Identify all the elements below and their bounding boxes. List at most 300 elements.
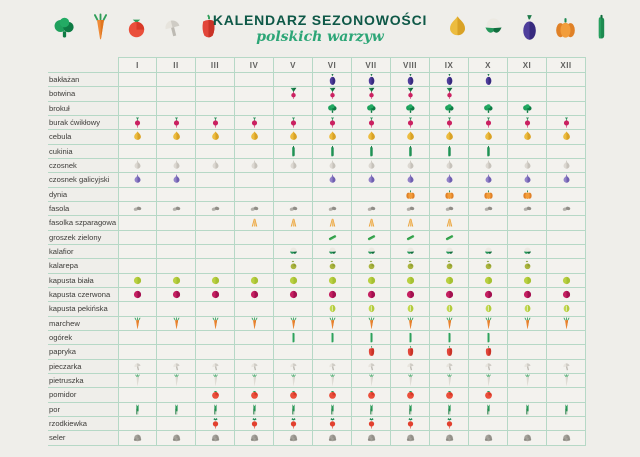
calendar-cell — [547, 231, 586, 245]
calendar-cell — [118, 388, 157, 402]
red-cabbage-icon — [444, 288, 455, 301]
mushroom-icon — [522, 360, 533, 373]
month-header-VII: VII — [352, 57, 391, 73]
calendar-cell — [157, 130, 196, 144]
eggplant-icon — [327, 73, 338, 86]
calendar-cell — [196, 245, 235, 259]
onion-icon — [561, 130, 572, 143]
calendar-cell — [391, 202, 430, 216]
calendar-cell — [469, 302, 508, 316]
broccoli-icon — [444, 102, 455, 115]
pepper-icon — [366, 345, 377, 358]
row-label: kalafior — [48, 245, 118, 259]
calendar-cell — [118, 317, 157, 331]
calendar-cell — [235, 202, 274, 216]
white-cabbage-icon — [132, 274, 143, 287]
calendar-cell — [469, 202, 508, 216]
calendar-cell — [313, 274, 352, 288]
leek-icon — [405, 403, 416, 416]
calendar-cell — [157, 302, 196, 316]
calendar-cell — [118, 145, 157, 159]
calendar-cell — [196, 302, 235, 316]
calendar-cell — [313, 317, 352, 331]
carrot-icon — [444, 317, 455, 330]
calendar-cell — [430, 130, 469, 144]
calendar-cell — [352, 431, 391, 445]
beetroot-icon — [171, 116, 182, 129]
month-header-IV: IV — [235, 57, 274, 73]
calendar-cell — [157, 288, 196, 302]
calendar-cell — [157, 116, 196, 130]
beans-icon — [483, 202, 494, 215]
radish-icon — [405, 417, 416, 430]
carrot-icon — [561, 317, 572, 330]
calendar-cell — [196, 87, 235, 101]
row-label: papryka — [48, 345, 118, 359]
kohlrabi-icon — [405, 259, 416, 272]
cucumber-icon — [366, 331, 377, 344]
mushroom-icon — [366, 360, 377, 373]
white-cabbage-icon — [171, 274, 182, 287]
calendar-cell — [391, 360, 430, 374]
mushroom-icon — [210, 360, 221, 373]
zucchini-icon — [444, 145, 455, 158]
celery-root-icon — [249, 431, 260, 444]
parsley-root-icon — [288, 374, 299, 387]
calendar-cell — [235, 317, 274, 331]
calendar-cell — [274, 202, 313, 216]
calendar-cell — [118, 188, 157, 202]
calendar-cell — [469, 173, 508, 187]
calendar-cell — [196, 173, 235, 187]
calendar-cell — [547, 302, 586, 316]
beans-icon — [561, 202, 572, 215]
calendar-cell — [352, 102, 391, 116]
carrot-icon — [522, 317, 533, 330]
calendar-cell — [469, 388, 508, 402]
napa-cabbage-icon — [483, 302, 494, 315]
red-cabbage-icon — [132, 288, 143, 301]
garlic-icon — [327, 159, 338, 172]
calendar-cell — [508, 87, 547, 101]
carrot-icon — [132, 317, 143, 330]
zucchini-icon — [288, 145, 299, 158]
calendar-cell — [235, 245, 274, 259]
calendar-cell — [118, 360, 157, 374]
month-header-I: I — [118, 57, 157, 73]
beans-icon — [366, 202, 377, 215]
calendar-cell — [196, 216, 235, 230]
calendar-cell — [313, 360, 352, 374]
calendar-cell — [274, 145, 313, 159]
calendar-cell — [547, 274, 586, 288]
calendar-cell — [313, 403, 352, 417]
onion-icon — [444, 130, 455, 143]
row-label: kapusta czerwona — [48, 288, 118, 302]
green-bean-pods-icon — [366, 216, 377, 229]
calendar-cell — [313, 116, 352, 130]
calendar-cell — [118, 202, 157, 216]
calendar-cell — [274, 345, 313, 359]
kohlrabi-icon — [366, 259, 377, 272]
calendar-cell — [508, 374, 547, 388]
zucchini-icon — [483, 145, 494, 158]
row-label: czosnek galicyjski — [48, 173, 118, 187]
garlic-icon — [132, 159, 143, 172]
mushroom-icon — [132, 360, 143, 373]
eggplant-icon — [405, 73, 416, 86]
carrot-icon — [210, 317, 221, 330]
calendar-cell — [508, 216, 547, 230]
calendar-cell — [118, 288, 157, 302]
calendar-cell — [196, 231, 235, 245]
calendar-cell — [508, 130, 547, 144]
calendar-cell — [391, 116, 430, 130]
calendar-cell — [157, 317, 196, 331]
calendar-cell — [274, 130, 313, 144]
calendar-cell — [391, 374, 430, 388]
beetroot-icon — [249, 116, 260, 129]
calendar-cell — [235, 116, 274, 130]
garlic-icon — [210, 159, 221, 172]
beetroot-icon — [210, 116, 221, 129]
calendar-cell — [274, 403, 313, 417]
calendar-cell — [274, 116, 313, 130]
red-cabbage-icon — [288, 288, 299, 301]
pea-pod-icon — [405, 231, 416, 244]
calendar-cell — [274, 259, 313, 273]
calendar-cell — [508, 188, 547, 202]
row-label: cukinia — [48, 145, 118, 159]
pea-pod-icon — [366, 231, 377, 244]
calendar-cell — [508, 145, 547, 159]
calendar-cell — [547, 216, 586, 230]
calendar-cell — [118, 431, 157, 445]
calendar-cell — [196, 374, 235, 388]
red-cabbage-icon — [405, 288, 416, 301]
garlic-icon — [444, 159, 455, 172]
white-cabbage-icon — [288, 274, 299, 287]
calendar-cell — [196, 145, 235, 159]
calendar-cell — [313, 173, 352, 187]
calendar-cell — [352, 403, 391, 417]
calendar-cell — [235, 259, 274, 273]
calendar-cell — [274, 417, 313, 431]
calendar-cell — [391, 317, 430, 331]
calendar-cell — [157, 87, 196, 101]
calendar-cell — [469, 417, 508, 431]
leek-icon — [327, 403, 338, 416]
calendar-cell — [313, 145, 352, 159]
month-header-VIII: VIII — [391, 57, 430, 73]
calendar-cell — [196, 116, 235, 130]
calendar-cell — [118, 403, 157, 417]
calendar-cell — [313, 288, 352, 302]
calendar-cell — [430, 87, 469, 101]
celery-root-icon — [522, 431, 533, 444]
calendar-cell — [469, 345, 508, 359]
mushroom-icon — [483, 360, 494, 373]
calendar-cell — [508, 302, 547, 316]
calendar-cell — [235, 274, 274, 288]
calendar-cell — [547, 145, 586, 159]
kohlrabi-icon — [483, 259, 494, 272]
zucchini-icon — [405, 145, 416, 158]
row-label: botwina — [48, 87, 118, 101]
onion-icon — [249, 130, 260, 143]
calendar-cell — [118, 302, 157, 316]
calendar-cell — [430, 245, 469, 259]
calendar-cell — [274, 317, 313, 331]
calendar-cell — [430, 116, 469, 130]
calendar-cell — [430, 403, 469, 417]
parsley-root-icon — [327, 374, 338, 387]
calendar-cell — [196, 345, 235, 359]
radish-icon — [366, 417, 377, 430]
calendar-cell — [274, 388, 313, 402]
mushroom-icon — [249, 360, 260, 373]
onion-icon — [405, 130, 416, 143]
onion-icon — [366, 130, 377, 143]
calendar-cell — [196, 188, 235, 202]
seasonality-table — [48, 57, 586, 446]
pepper-icon — [405, 345, 416, 358]
calendar-cell — [508, 274, 547, 288]
calendar-cell — [235, 173, 274, 187]
pumpkin-icon — [444, 188, 455, 201]
calendar-cell — [274, 216, 313, 230]
calendar-cell — [196, 202, 235, 216]
kohlrabi-icon — [288, 259, 299, 272]
tomato-icon — [405, 388, 416, 401]
calendar-cell — [196, 102, 235, 116]
parsley-root-icon — [366, 374, 377, 387]
onion-icon — [171, 130, 182, 143]
calendar-cell — [274, 231, 313, 245]
calendar-cell — [274, 360, 313, 374]
calendar-cell — [313, 159, 352, 173]
radish-icon — [249, 417, 260, 430]
cucumber-icon — [327, 331, 338, 344]
beet-greens-icon — [327, 87, 338, 100]
calendar-cell — [118, 73, 157, 87]
calendar-cell — [196, 403, 235, 417]
calendar-cell — [196, 159, 235, 173]
celery-root-icon — [132, 431, 143, 444]
calendar-cell — [508, 431, 547, 445]
calendar-cell — [196, 259, 235, 273]
carrot-icon — [288, 317, 299, 330]
calendar-cell — [469, 145, 508, 159]
calendar-cell — [547, 331, 586, 345]
cauliflower-icon — [366, 245, 377, 258]
calendar-cell — [430, 345, 469, 359]
row-label: por — [48, 403, 118, 417]
row-label: kapusta pekińska — [48, 302, 118, 316]
calendar-cell — [352, 159, 391, 173]
celery-root-icon — [210, 431, 221, 444]
calendar-cell — [313, 417, 352, 431]
calendar-cell — [391, 259, 430, 273]
calendar-cell — [352, 345, 391, 359]
month-header-V: V — [274, 57, 313, 73]
garlic-icon — [561, 159, 572, 172]
calendar-cell — [508, 245, 547, 259]
calendar-cell — [118, 417, 157, 431]
calendar-cell — [352, 331, 391, 345]
calendar-cell — [391, 231, 430, 245]
calendar-cell — [391, 274, 430, 288]
calendar-cell — [352, 388, 391, 402]
beet-greens-icon — [366, 87, 377, 100]
onion-icon — [522, 130, 533, 143]
onion-icon — [210, 130, 221, 143]
calendar-cell — [391, 431, 430, 445]
pumpkin-icon — [553, 13, 578, 42]
celery-root-icon — [171, 431, 182, 444]
row-label: cebula — [48, 130, 118, 144]
calendar-cell — [547, 173, 586, 187]
leek-icon — [288, 403, 299, 416]
broccoli-icon — [366, 102, 377, 115]
beetroot-icon — [483, 116, 494, 129]
beet-greens-icon — [444, 87, 455, 100]
white-cabbage-icon — [327, 274, 338, 287]
calendar-cell — [391, 245, 430, 259]
cauliflower-icon — [522, 245, 533, 258]
calendar-cell — [430, 360, 469, 374]
calendar-cell — [508, 231, 547, 245]
calendar-cell — [469, 102, 508, 116]
calendar-cell — [547, 87, 586, 101]
red-cabbage-icon — [483, 288, 494, 301]
calendar-cell — [547, 431, 586, 445]
parsley-root-icon — [171, 374, 182, 387]
calendar-cell — [352, 417, 391, 431]
calendar-cell — [391, 102, 430, 116]
beetroot-icon — [366, 116, 377, 129]
calendar-cell — [352, 274, 391, 288]
mushroom-icon — [171, 360, 182, 373]
beetroot-icon — [327, 116, 338, 129]
calendar-cell — [313, 130, 352, 144]
calendar-cell — [235, 87, 274, 101]
calendar-cell — [430, 73, 469, 87]
calendar-cell — [430, 102, 469, 116]
garlic-icon — [405, 159, 416, 172]
calendar-cell — [391, 331, 430, 345]
calendar-cell — [157, 145, 196, 159]
calendar-cell — [469, 403, 508, 417]
calendar-cell — [391, 173, 430, 187]
calendar-cell — [547, 73, 586, 87]
cucumber-icon — [444, 331, 455, 344]
calendar-cell — [430, 417, 469, 431]
row-label: kalarepa — [48, 259, 118, 273]
white-cabbage-icon — [210, 274, 221, 287]
calendar-cell — [547, 259, 586, 273]
beans-icon — [405, 202, 416, 215]
carrot-icon — [483, 317, 494, 330]
calendar-cell — [313, 102, 352, 116]
tomato-icon — [366, 388, 377, 401]
pumpkin-icon — [522, 188, 533, 201]
calendar-cell — [274, 102, 313, 116]
beans-icon — [327, 202, 338, 215]
calendar-cell — [430, 159, 469, 173]
calendar-cell — [196, 73, 235, 87]
calendar-cell — [430, 216, 469, 230]
calendar-cell — [469, 331, 508, 345]
calendar-cell — [157, 245, 196, 259]
mushroom-icon — [561, 360, 572, 373]
cucumber-icon — [483, 331, 494, 344]
calendar-cell — [430, 173, 469, 187]
calendar-cell — [469, 288, 508, 302]
calendar-cell — [235, 288, 274, 302]
green-bean-pods-icon — [405, 216, 416, 229]
calendar-cell — [274, 288, 313, 302]
header-veg-icons-right — [445, 13, 614, 42]
white-cabbage-icon — [366, 274, 377, 287]
calendar-cell — [196, 417, 235, 431]
calendar-cell — [508, 173, 547, 187]
carrot-icon — [405, 317, 416, 330]
calendar-cell — [157, 417, 196, 431]
calendar-cell — [391, 130, 430, 144]
celery-root-icon — [288, 431, 299, 444]
calendar-cell — [547, 403, 586, 417]
garlic-icon — [366, 159, 377, 172]
calendar-cell — [118, 245, 157, 259]
calendar-cell — [430, 388, 469, 402]
kohlrabi-icon — [444, 259, 455, 272]
parsley-root-icon — [249, 374, 260, 387]
calendar-cell — [469, 216, 508, 230]
calendar-cell — [469, 116, 508, 130]
leek-icon — [444, 403, 455, 416]
cauliflower-icon — [327, 245, 338, 258]
calendar-cell — [157, 331, 196, 345]
zucchini-icon — [327, 145, 338, 158]
purple-garlic-icon — [483, 173, 494, 186]
month-header-XI: XI — [508, 57, 547, 73]
tomato-icon — [210, 388, 221, 401]
calendar-cell — [508, 102, 547, 116]
parsley-root-icon — [210, 374, 221, 387]
parsley-root-icon — [483, 374, 494, 387]
napa-cabbage-icon — [327, 302, 338, 315]
row-label: burak ćwikłowy — [48, 116, 118, 130]
calendar-cell — [157, 374, 196, 388]
calendar-cell — [547, 130, 586, 144]
garlic-icon — [483, 159, 494, 172]
calendar-cell — [352, 130, 391, 144]
beetroot-icon — [561, 116, 572, 129]
calendar-cell — [469, 188, 508, 202]
pepper-icon — [483, 345, 494, 358]
calendar-cell — [430, 374, 469, 388]
calendar-cell — [313, 188, 352, 202]
calendar-cell — [118, 173, 157, 187]
broccoli-icon — [522, 102, 533, 115]
celery-root-icon — [366, 431, 377, 444]
calendar-cell — [313, 87, 352, 101]
calendar-cell — [352, 73, 391, 87]
calendar-cell — [352, 245, 391, 259]
parsley-root-icon — [132, 374, 143, 387]
page-title: KALENDARZ SEZONOWOŚCI — [212, 12, 428, 28]
